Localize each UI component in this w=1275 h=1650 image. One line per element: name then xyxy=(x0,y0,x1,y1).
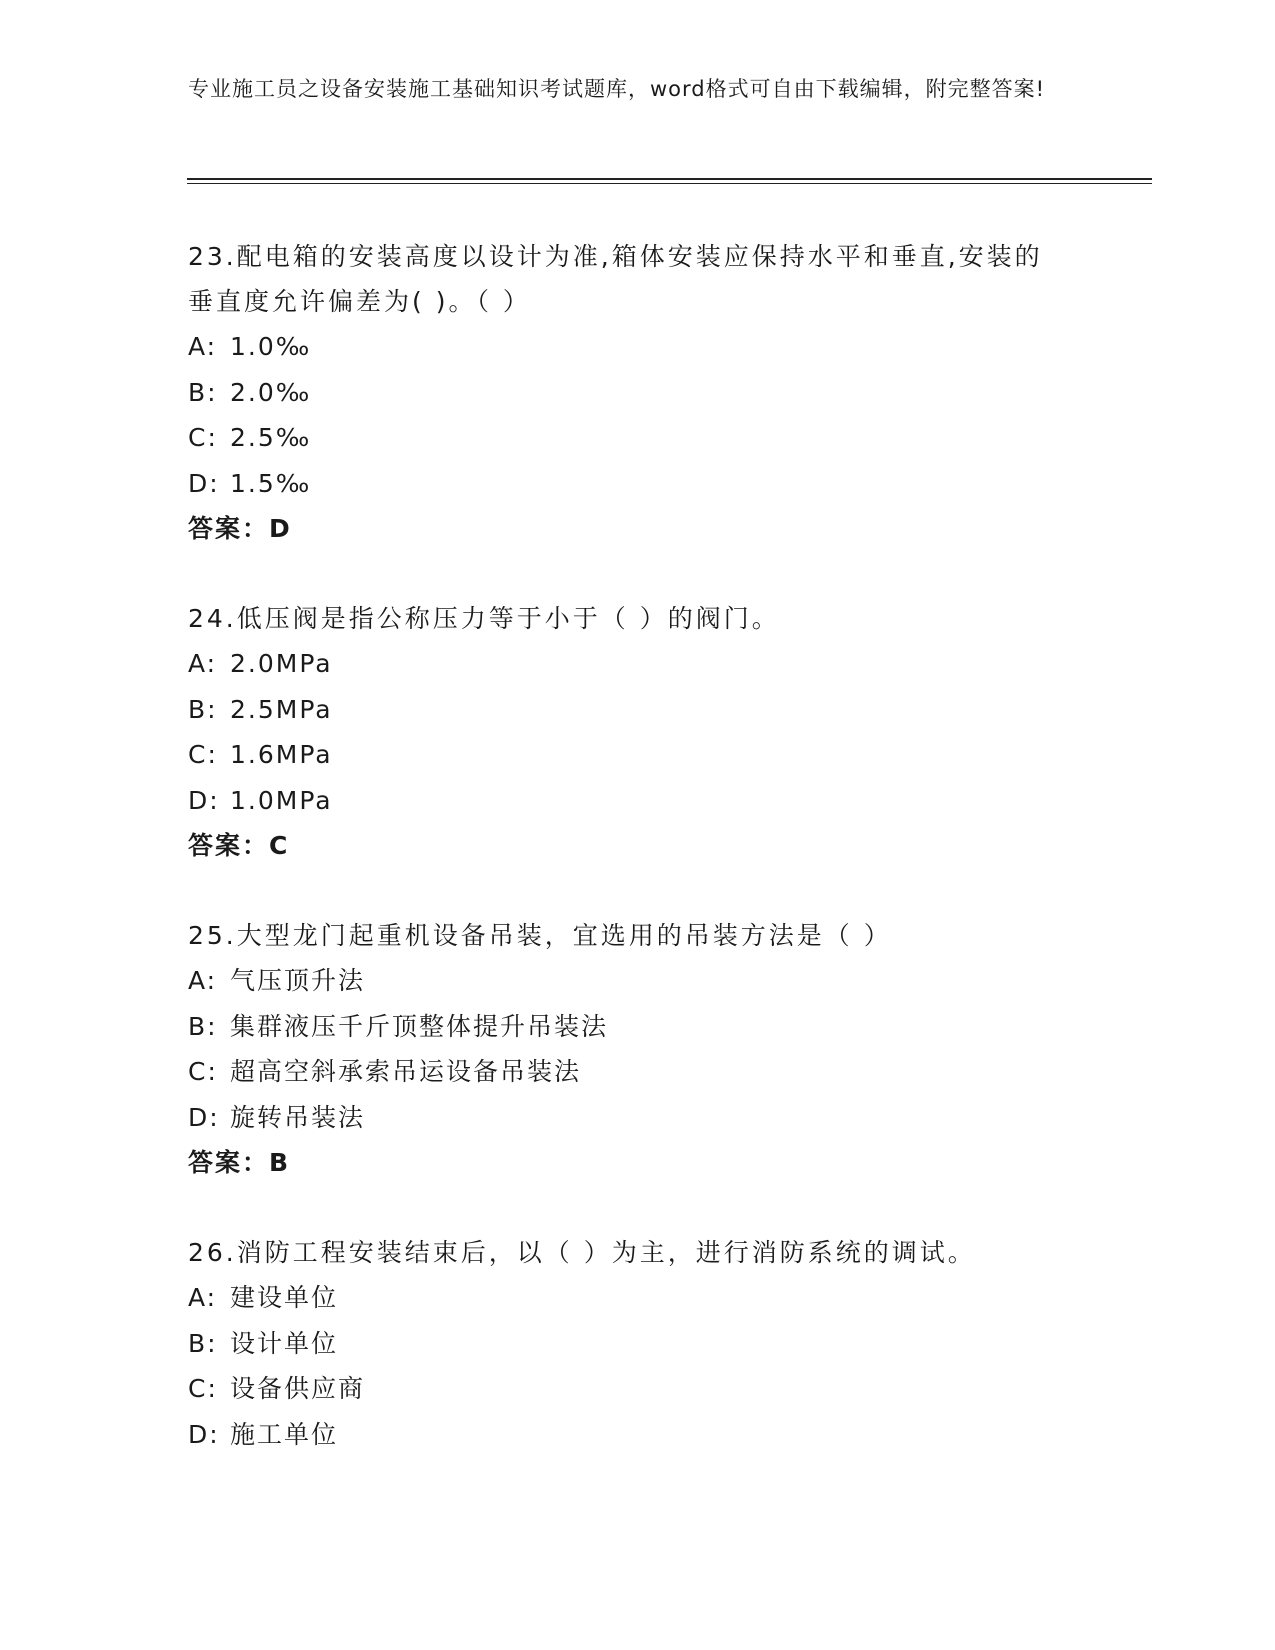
option-text: 2.5MPa xyxy=(230,694,333,724)
question-stem: 26.消防工程安装结束后，以（ ）为主，进行消防系统的调试。 xyxy=(188,1238,976,1267)
option-d xyxy=(188,461,1088,507)
option-text: 1.5‰ xyxy=(230,468,312,498)
option-c xyxy=(188,1366,1088,1412)
option-b xyxy=(188,1004,1088,1050)
option-a xyxy=(188,958,1088,1004)
option-text: 气压顶升法 xyxy=(230,966,366,995)
question-25 xyxy=(188,913,1088,1186)
option-c xyxy=(188,732,1088,778)
question-stem: 23.配电箱的安装高度以设计为准,箱体安装应保持水平和垂直,安装的垂直度允许偏差为( )。（ ） xyxy=(188,242,1043,316)
answer-label: 答案：B xyxy=(188,1148,291,1177)
option-text: 设计单位 xyxy=(230,1328,339,1358)
question-stem: 24.低压阀是指公称压力等于小于（ ）的阀门。 xyxy=(188,604,780,633)
option-letter: B: xyxy=(188,377,218,407)
header-divider-top xyxy=(187,178,1152,180)
option-letter: B: xyxy=(188,694,218,724)
option-text: 建设单位 xyxy=(230,1283,339,1312)
option-b xyxy=(188,687,1088,733)
option-d xyxy=(188,1095,1088,1141)
option-c xyxy=(188,415,1088,461)
option-letter: D: xyxy=(188,1102,220,1132)
option-d xyxy=(188,1412,1088,1458)
option-b xyxy=(188,1321,1088,1367)
option-b xyxy=(188,370,1088,416)
option-letter: A: xyxy=(188,966,218,995)
answer-label: 答案：C xyxy=(188,831,290,860)
option-letter: C: xyxy=(188,423,218,452)
option-a xyxy=(188,641,1088,687)
question-list xyxy=(188,234,1088,1501)
option-letter: D: xyxy=(188,468,220,498)
option-letter: C: xyxy=(188,1374,218,1403)
option-letter: A: xyxy=(188,332,218,361)
question-23 xyxy=(188,234,1088,552)
answer-label: 答案：D xyxy=(188,514,292,543)
option-a xyxy=(188,1275,1088,1321)
option-text: 超高空斜承索吊运设备吊装法 xyxy=(230,1057,582,1086)
document-header: 专业施工员之设备安装施工基础知识考试题库，word格式可自由下载编辑，附完整答案! xyxy=(188,77,1046,101)
option-text: 设备供应商 xyxy=(230,1374,366,1403)
option-letter: D: xyxy=(188,785,220,815)
option-text: 1.6MPa xyxy=(230,740,333,769)
option-text: 1.0‰ xyxy=(230,332,312,361)
option-letter: C: xyxy=(188,740,218,769)
option-letter: A: xyxy=(188,1283,218,1312)
question-26 xyxy=(188,1230,1088,1457)
header-divider-bottom xyxy=(187,183,1152,184)
option-d xyxy=(188,778,1088,824)
option-letter: B: xyxy=(188,1328,218,1358)
option-text: 施工单位 xyxy=(230,1419,339,1449)
question-24 xyxy=(188,596,1088,869)
option-text: 2.5‰ xyxy=(230,423,312,452)
option-letter: C: xyxy=(188,1057,218,1086)
option-c xyxy=(188,1049,1088,1095)
option-text: 2.0MPa xyxy=(230,649,333,678)
option-a xyxy=(188,324,1088,370)
question-stem: 25.大型龙门起重机设备吊装，宜选用的吊装方法是（ ） xyxy=(188,921,892,950)
option-text: 1.0MPa xyxy=(230,785,333,815)
option-text: 旋转吊装法 xyxy=(230,1102,366,1132)
option-text: 2.0‰ xyxy=(230,377,312,407)
option-text: 集群液压千斤顶整体提升吊装法 xyxy=(230,1011,609,1041)
option-letter: D: xyxy=(188,1419,220,1449)
option-letter: B: xyxy=(188,1011,218,1041)
option-letter: A: xyxy=(188,649,218,678)
